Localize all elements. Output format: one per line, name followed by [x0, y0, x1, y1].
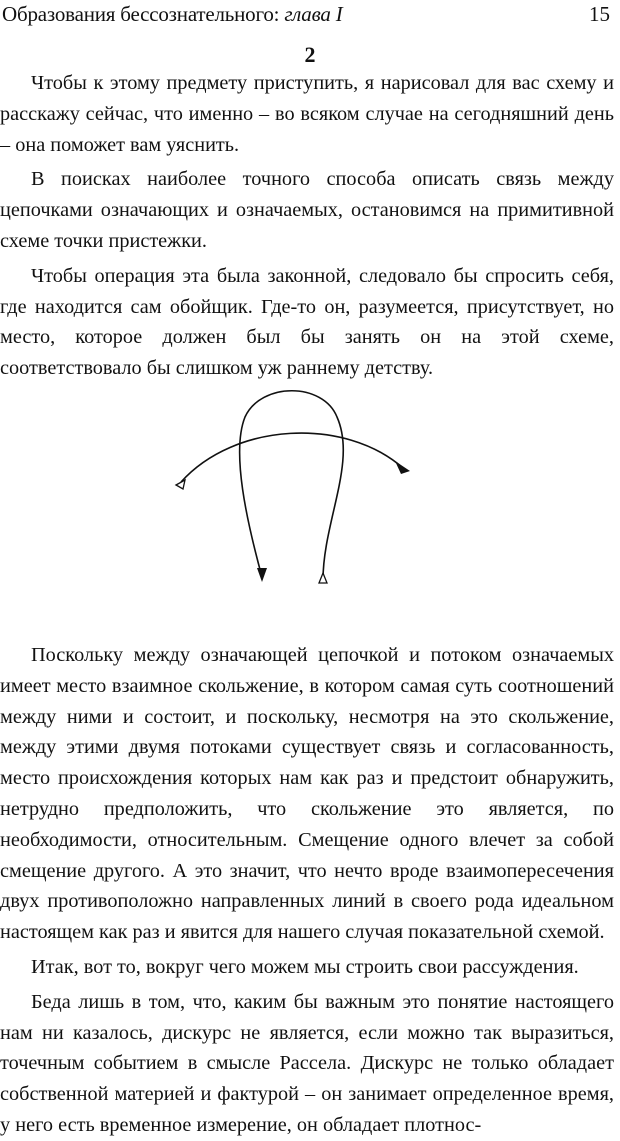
quilting-point-diagram [165, 372, 425, 592]
running-head-chapter: глава I [284, 2, 343, 26]
section-number: 2 [304, 42, 316, 67]
signified-end-arrow [395, 461, 410, 474]
diagram-svg [165, 372, 425, 592]
signifier-end-arrow [257, 568, 267, 582]
paragraph: Беда лишь в том, что, каким бы важным это понятие настоящего нам ни казалось, дискурс не является, если можно так выразиться, точечным событием в смысле Рассела. Дискурс не только обладает собственной материей и фактурой – он занимает определенное время, у него есть временное измерение, он обладает плотнос- [0, 990, 614, 1136]
text-block-bottom [0, 640, 614, 1141]
signified-start-triangle [176, 480, 185, 489]
text-block-top [0, 68, 614, 384]
paragraph: В поисках наиболее точного способа описать связь между цепочками означающих и означаемых, остановимся на примитивной схеме точки пристежки. [0, 168, 614, 252]
paragraph: Чтобы операция эта была законной, следовало бы спросить себя, где находится сам обойщик. Где-то он, разумеется, присутствует, но место, которое должен был бы занять он на этой схеме, соответствовало бы слишком уж раннему детству. [0, 264, 614, 380]
running-head-title: Образования бессознательного: [2, 2, 285, 26]
paragraph: Поскольку между означающей цепочкой и потоком означаемых имеет место взаимное скольжение, в котором самая суть соотношений между ними и состоит, и поскольку, несмотря на это скольжение, между этими двумя потоками существует связь и согласованность, место происхождения которых нам как раз и предстоит обнаружить, нетрудно предположить, что скольжение это является, по необходимости, относительным. Смещение одного влечет за собой смещение другого. А это значит, что нечто вроде взаимопересечения двух противоположно направленных линий в своего рода идеальном настоящем как раз и явится для нашего случая показательной схемой. [0, 644, 614, 944]
paragraph: Чтобы к этому предмету приступить, я нарисовал для вас схему и расскажу сейчас, что именно – во всяком случае на сегодняшний день – она поможет вам уяснить. [0, 72, 614, 156]
page-number: 15 [589, 2, 610, 26]
signified-arc [181, 433, 403, 482]
signifier-curve [240, 391, 344, 580]
running-head [2, 2, 343, 27]
paragraph: Итак, вот то, вокруг чего можем мы строить свои рассуждения. [31, 955, 579, 978]
signifier-start-triangle [319, 573, 327, 583]
